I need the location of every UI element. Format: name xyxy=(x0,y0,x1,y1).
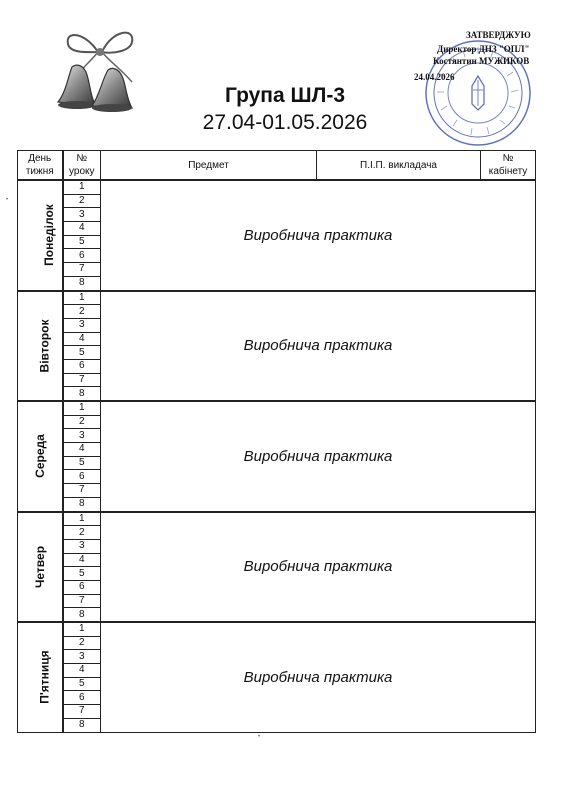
lesson-number: 6 xyxy=(63,359,101,373)
lesson-number: 3 xyxy=(63,208,101,222)
subject-cell: Виробнича практика xyxy=(101,291,536,402)
header-day-line1: День xyxy=(28,153,52,164)
table-row xyxy=(18,512,536,526)
lesson-number: 4 xyxy=(63,443,101,457)
header-room xyxy=(481,151,536,181)
day-label: П'ятниця xyxy=(37,650,52,704)
bells-logo-icon xyxy=(50,22,150,117)
day-label: Понеділок xyxy=(41,204,56,267)
lesson-number: 5 xyxy=(63,235,101,249)
day-label: Четвер xyxy=(32,545,47,588)
lesson-number: 1 xyxy=(63,180,101,194)
subject-cell: Виробнича практика xyxy=(101,622,536,732)
lesson-number: 2 xyxy=(63,415,101,429)
lesson-number: 3 xyxy=(63,539,101,553)
lesson-number: 3 xyxy=(63,318,101,332)
table-row xyxy=(18,291,536,305)
approval-name: Костянтин МУЖИКОВ xyxy=(433,56,530,66)
subject-cell: Виробнича практика xyxy=(101,512,536,623)
day-cell xyxy=(18,401,63,512)
approval-heading: ЗАТВЕРДЖУЮ xyxy=(466,30,531,40)
schedule-body xyxy=(18,180,536,732)
scan-speck: • xyxy=(6,197,9,203)
lesson-number: 5 xyxy=(63,456,101,470)
day-label: Середа xyxy=(32,434,47,479)
lesson-number: 8 xyxy=(63,608,101,622)
lesson-number: 3 xyxy=(63,650,101,664)
approval-date: 24.04.2026 xyxy=(414,72,455,82)
day-cell xyxy=(18,291,63,402)
lesson-number: 6 xyxy=(63,470,101,484)
day-label: Вівторок xyxy=(37,319,52,373)
lesson-number: 3 xyxy=(63,429,101,443)
lesson-number: 5 xyxy=(63,567,101,581)
lesson-number: 8 xyxy=(63,497,101,511)
table-row xyxy=(18,401,536,415)
table-row xyxy=(18,622,536,636)
lesson-number: 2 xyxy=(63,194,101,208)
lesson-number: 8 xyxy=(63,276,101,290)
table-row xyxy=(18,180,536,194)
lesson-number: 4 xyxy=(63,222,101,236)
lesson-number: 6 xyxy=(63,691,101,705)
approval-position: Директор ДНЗ "ОПЛ" xyxy=(437,44,530,54)
day-cell xyxy=(18,180,63,291)
header-room-line2: кабінету xyxy=(488,166,528,177)
lesson-number: 7 xyxy=(63,594,101,608)
lesson-number: 1 xyxy=(63,291,101,305)
subject-cell: Виробнича практика xyxy=(101,401,536,512)
group-title: Група ШЛ-3 xyxy=(224,84,346,107)
lesson-number: 1 xyxy=(63,401,101,415)
header-lesson xyxy=(63,151,101,181)
lesson-number: 8 xyxy=(63,718,101,732)
lesson-number: 7 xyxy=(63,373,101,387)
lesson-number: 2 xyxy=(63,636,101,650)
schedule-table xyxy=(17,150,536,733)
lesson-number: 4 xyxy=(63,332,101,346)
day-cell xyxy=(18,512,63,623)
header-day xyxy=(18,151,63,181)
header-room-line1: № xyxy=(502,153,514,164)
header-day-line2: тижня xyxy=(25,166,54,177)
lesson-number: 1 xyxy=(63,512,101,526)
day-cell xyxy=(18,622,63,732)
header-teacher: П.І.П. викладача xyxy=(317,151,481,181)
lesson-number: 1 xyxy=(63,622,101,636)
lesson-number: 8 xyxy=(63,387,101,401)
lesson-number: 7 xyxy=(63,263,101,277)
lesson-number: 2 xyxy=(63,526,101,540)
header-lesson-line1: № xyxy=(76,153,88,164)
date-range: 27.04-01.05.2026 xyxy=(202,111,368,134)
lesson-number: 6 xyxy=(63,580,101,594)
official-seal-icon xyxy=(423,38,533,148)
lesson-number: 4 xyxy=(63,664,101,678)
subject-cell: Виробнича практика xyxy=(101,180,536,291)
header-lesson-line2: уроку xyxy=(69,166,95,177)
lesson-number: 5 xyxy=(63,677,101,691)
lesson-number: 7 xyxy=(63,484,101,498)
lesson-number: 2 xyxy=(63,305,101,319)
lesson-number: 5 xyxy=(63,346,101,360)
lesson-number: 7 xyxy=(63,705,101,719)
header-subject: Предмет xyxy=(101,151,317,181)
scan-speck: • xyxy=(258,734,261,740)
lesson-number: 6 xyxy=(63,249,101,263)
lesson-number: 4 xyxy=(63,553,101,567)
table-header-row xyxy=(18,151,536,181)
